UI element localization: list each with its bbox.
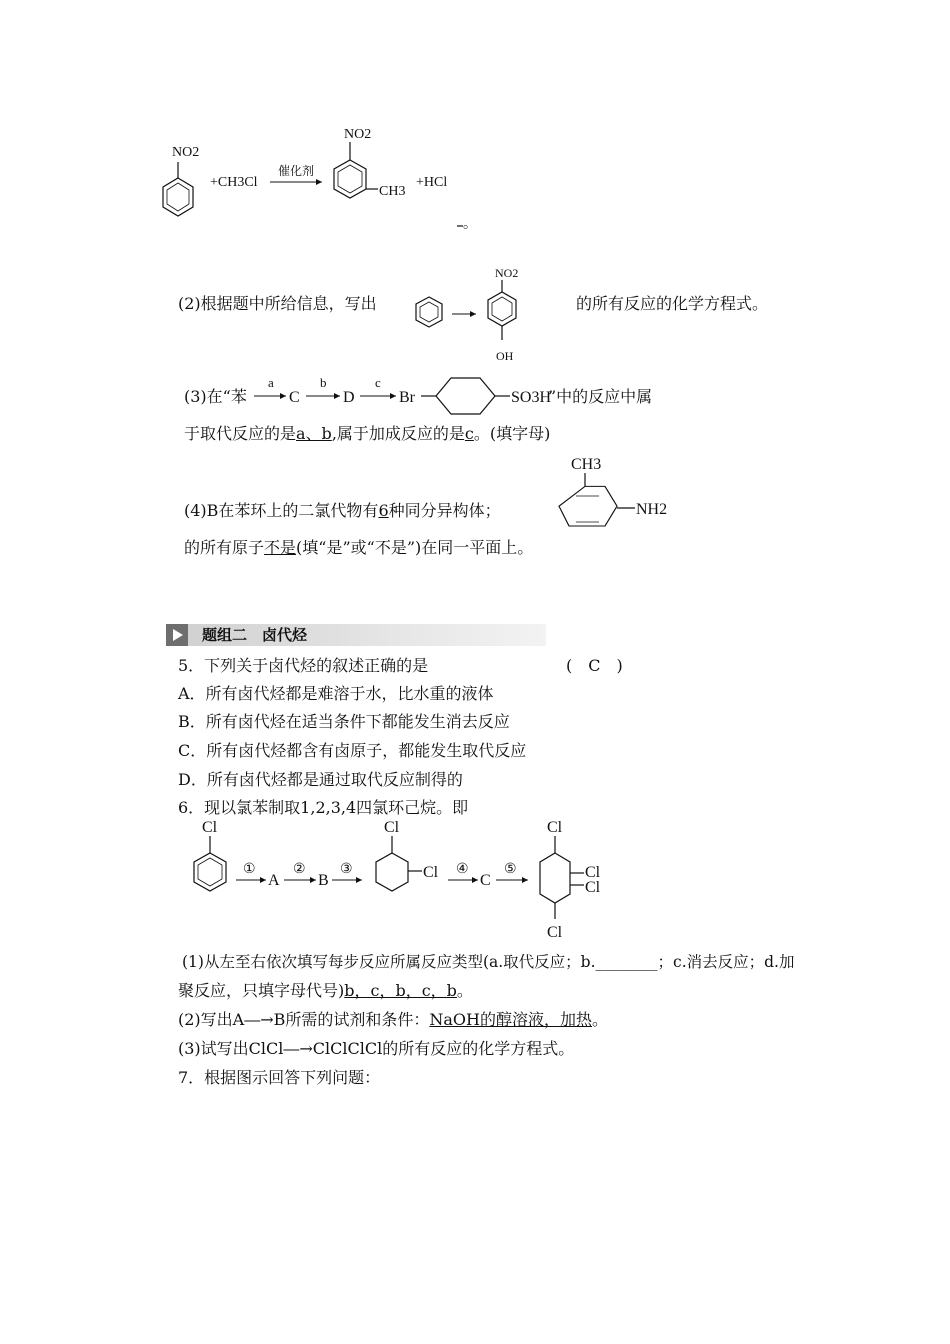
tetrachloro-cl-1: Cl	[547, 819, 563, 836]
q6-sub1-line2	[178, 980, 473, 1002]
section-header	[166, 624, 546, 646]
c-label: C	[289, 389, 300, 406]
compound-a: A	[268, 872, 280, 889]
q4-nh2: NH2	[636, 501, 668, 518]
chlorobenzene-ring	[194, 853, 226, 891]
q4-line2-suffix: (填“是”或“不是”)在同一平面上。	[296, 538, 534, 557]
q3-line2	[184, 423, 550, 445]
br-label: Br	[399, 389, 415, 406]
q3-line2-pre: 于取代反应的是	[184, 424, 297, 443]
toluidine-structure	[555, 452, 680, 532]
step-5-label: ⑤	[504, 862, 517, 877]
q5-option-b: B．所有卤代烃在适当条件下都能发生消去反应	[178, 712, 510, 731]
tetrachlorocyclohexane-ring	[540, 853, 570, 903]
q2-suffix: 的所有反应的化学方程式。	[576, 294, 769, 313]
q3-suffix: ”中的反应中属	[548, 387, 653, 406]
compound-b: B	[318, 872, 329, 889]
q6-sub2-suffix: 。	[592, 1010, 609, 1029]
plus-hcl: +HCl	[416, 175, 448, 190]
q6-sub1-line1: (1)从左至右依次填写每步反应所属反应类型(a.取代反应；b.________；c.消去反应；d.加	[182, 953, 795, 971]
cyclohexane-ring	[436, 378, 495, 414]
q2-prefix: (2)根据题中所给信息，写出	[178, 294, 377, 313]
q2-scheme	[412, 262, 542, 367]
dichlorocyclohexane-ring	[376, 853, 408, 891]
step-4-label: ④	[456, 862, 469, 877]
chlorobenzene-cl: Cl	[202, 819, 218, 836]
reaction-1-scheme	[150, 120, 490, 235]
q6-sub2	[178, 1009, 608, 1031]
q6-sub1-line2-pre: 聚反应，只填字母代号)	[178, 981, 345, 1000]
q3-answer-addition: c	[464, 424, 474, 443]
q4-mid: 种同分异构体；	[388, 501, 501, 520]
step-2-label: ②	[293, 862, 306, 877]
nitrobenzene-structure	[163, 162, 193, 216]
q4-answer-planar: 不是	[264, 538, 297, 557]
compound-c: C	[480, 872, 491, 889]
play-arrow-icon	[166, 624, 188, 646]
q3-answer-substitution: a、b	[296, 424, 332, 443]
q4-prefix: (4)B在苯环上的二氯代物有	[184, 501, 379, 520]
q3-line2-suffix: 。(填字母)	[473, 424, 551, 443]
q4-answer-count: 6	[378, 501, 389, 520]
step-3-label: ③	[340, 862, 353, 877]
ch3-label: CH3	[379, 184, 406, 199]
q6-scheme	[180, 815, 620, 945]
step-a-label: a	[268, 375, 274, 390]
step-1-label: ①	[243, 862, 256, 877]
so3h-label: SO3H	[511, 389, 552, 406]
tetrachloro-cl-4: Cl	[547, 924, 563, 941]
p-nitrophenol-structure	[488, 280, 516, 340]
q4-line2-pre: 的所有原子	[184, 538, 265, 557]
q6-stem: 6．现以氯苯制取1,2,3,4四氯环己烷。即	[178, 798, 469, 817]
step-c-label: c	[375, 375, 381, 390]
no2-right: NO2	[344, 127, 372, 142]
q6-sub1-answer: b，c，b，c，b	[344, 981, 457, 1000]
q6-sub2-pre: (2)写出A―→B所需的试剂和条件：	[178, 1010, 430, 1029]
plus-ch3cl: +CH3Cl	[210, 175, 258, 190]
q7-stem: 7．根据图示回答下列问题：	[178, 1068, 381, 1087]
q4-line1	[184, 500, 501, 522]
benzene-structure	[416, 297, 442, 327]
q3-line2-mid: ,属于加成反应的是	[331, 424, 465, 443]
q4-ch3: CH3	[571, 456, 602, 473]
q6-sub2-answer: NaOH的醇溶液，加热	[429, 1010, 593, 1029]
reaction1-period: 。	[463, 217, 477, 232]
q6-sub1-suffix: 。	[456, 981, 473, 1000]
q5-option-a: A．所有卤代烃都是难溶于水，比水重的液体	[178, 684, 494, 703]
nitrotoluene-structure	[334, 142, 378, 198]
q2-oh: OH	[496, 349, 514, 363]
step-b-label: b	[320, 375, 327, 390]
q3-scheme	[252, 372, 572, 422]
dichloro-cl-side: Cl	[423, 864, 439, 881]
q5-option-d: D．所有卤代烃都是通过取代反应制得的	[178, 770, 463, 789]
tetrachloro-cl-2: Cl	[585, 864, 601, 881]
no2-left: NO2	[172, 145, 200, 160]
q5-answer: ( C )	[566, 656, 623, 675]
q2-no2: NO2	[495, 266, 519, 280]
q6-sub3: (3)试写出ClCl―→ClClClCl的所有反应的化学方程式。	[178, 1039, 575, 1058]
tetrachloro-cl-3: Cl	[585, 879, 601, 896]
dichloro-cl-top: Cl	[384, 819, 400, 836]
section-title: 题组二 卤代烃	[202, 626, 308, 644]
catalyst-label: 催化剂	[278, 164, 315, 178]
d-label: D	[343, 389, 355, 406]
q4-line2	[184, 537, 533, 559]
q5-stem: 5．下列关于卤代烃的叙述正确的是	[178, 656, 429, 675]
q5-option-c: C．所有卤代烃都含有卤原子，都能发生取代反应	[178, 741, 527, 760]
q3-prefix: (3)在“苯	[184, 387, 247, 406]
